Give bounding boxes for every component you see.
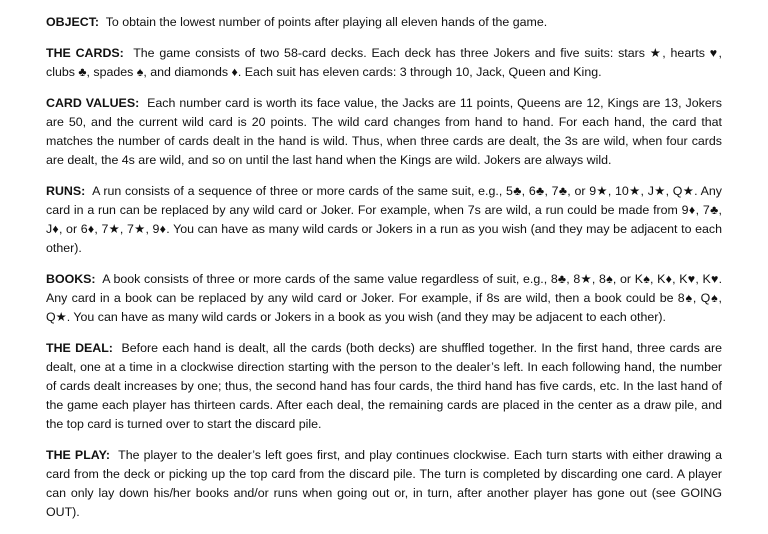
paragraph-runs <box>46 182 722 258</box>
heading-the-play: THE PLAY: <box>46 448 111 462</box>
heading-runs: RUNS: <box>46 184 86 198</box>
paragraph-object <box>46 13 722 32</box>
text-object: To obtain the lowest number of points after playing all eleven hands of the game. <box>105 15 548 29</box>
text-the-deal: Before each hand is dealt, all the cards (both decks) are shuffled together. In the first hand, three cards are dealt, one at a time in a clockwise direction starting with the person to the dealer’s left. In each following hand, the number of cards dealt increases by one; thus, the second hand has four cards, the third hand has five cards, etc. In the last hand of the game each player has thirteen cards. After each deal, the remaining cards are placed in the center as a draw pile, and the top card is turned over to start the discard pile. <box>46 341 722 431</box>
heading-the-deal: THE DEAL: <box>46 341 113 355</box>
paragraph-the-cards <box>46 44 722 82</box>
heading-books: BOOKS: <box>46 272 96 286</box>
heading-object: OBJECT: <box>46 15 100 29</box>
paragraph-card-values <box>46 94 722 170</box>
paragraph-the-deal <box>46 339 722 434</box>
rules-document <box>46 13 722 534</box>
text-the-play: The player to the dealer’s left goes first, and play continues clockwise. Each turn starts with either drawing a card from the deck or picking up the top card from the discard pile. The turn is completed by discarding one card. A player can only lay down his/her books and/or runs when going out or, in turn, after another player has gone out (see GOING OUT). <box>46 448 722 519</box>
text-runs: A run consists of a sequence of three or more cards of the same suit, e.g., 5♣, 6♣, 7♣, or 9★, 10★, J★, Q★. Any card in a run can be replaced by any wild card or Joker. For example, when 7s are wild, a run could be made from 9♦, 7♣, J♦, or 6♦, 7★, 7★, 9♦. You can have as many wild cards or Jokers in a run as you wish (and they may be adjacent to each other). <box>46 184 722 255</box>
paragraph-books <box>46 270 722 327</box>
text-card-values: Each number card is worth its face value, the Jacks are 11 points, Queens are 12, Kings are 13, Jokers are 50, and the current wild card is 20 points. The wild card changes from hand to hand. For each hand, the card that matches the number of cards dealt in the hand is wild. Thus, when three cards are dealt, the 3s are wild, when four cards are dealt, the 4s are wild, and so on until the last hand when the Kings are wild. Jokers are always wild. <box>46 96 723 167</box>
heading-the-cards: THE CARDS: <box>46 46 124 60</box>
paragraph-the-play <box>46 446 722 522</box>
text-the-cards: The game consists of two 58-card decks. Each deck has three Jokers and five suits: stars ★, hearts ♥, clubs ♣, spades ♠, and diamonds ♦. Each suit has eleven cards: 3 through 10, Jack, Queen and King. <box>46 46 722 79</box>
text-books: A book consists of three or more cards of the same value regardless of suit, e.g., 8♣, 8★, 8♠, or K♠, K♦, K♥, K♥. Any card in a book can be replaced by any wild card or Joker. For example, if 8s are wild, then a book could be 8♠, Q♠, Q★. You can have as many wild cards or Jokers in a book as you wish (and they may be adjacent to each other). <box>46 272 723 324</box>
heading-card-values: CARD VALUES: <box>46 96 140 110</box>
